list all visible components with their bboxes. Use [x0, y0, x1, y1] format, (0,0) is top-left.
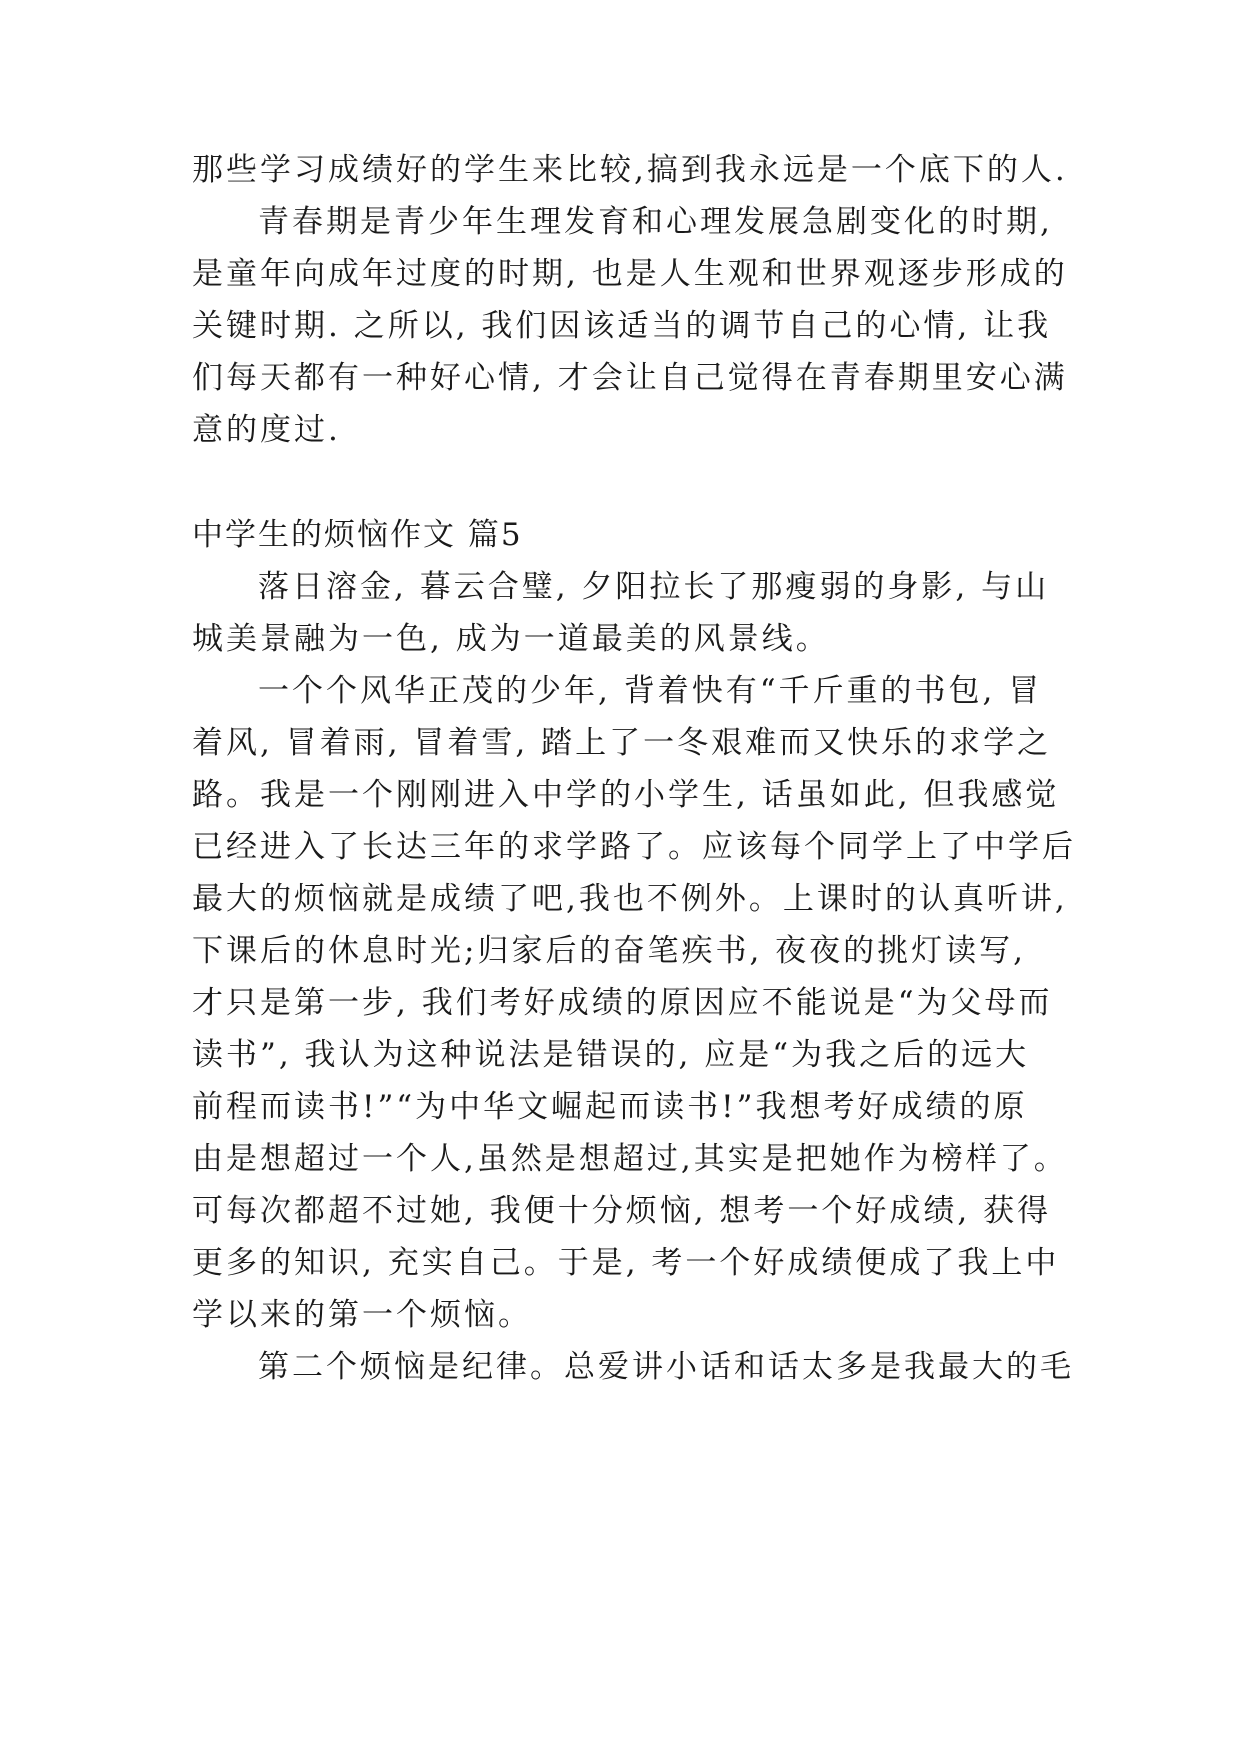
text-line: 才只是第一步, 我们考好成绩的原因应不能说是“为父母而: [192, 985, 1053, 1021]
text-line: 意的度过.: [192, 412, 341, 448]
text-line: 路。我是一个刚刚进入中学的小学生, 话虽如此, 但我感觉: [192, 777, 1060, 813]
text-line: 城美景融为一色, 成为一道最美的风景线。: [192, 621, 830, 657]
text-line: 一个个风华正茂的少年, 背着快有“千斤重的书包, 冒: [258, 673, 1043, 709]
text-line: 最大的烦恼就是成绩了吧,我也不例外。上课时的认真听讲,: [192, 881, 1068, 917]
text-line: 关键时期. 之所以, 我们因该适当的调节自己的心情, 让我: [192, 308, 1052, 344]
text-line: 们每天都有一种好心情, 才会让自己觉得在青春期里安心满: [192, 360, 1068, 396]
text-line: 前程而读书!”“为中华文崛起而读书!”我想考好成绩的原: [192, 1089, 1028, 1125]
text-line: 已经进入了长达三年的求学路了。应该每个同学上了中学后: [192, 829, 1076, 865]
text-line: 是童年向成年过度的时期, 也是人生观和世界观逐步形成的: [192, 256, 1068, 292]
text-line: 第二个烦恼是纪律。总爱讲小话和话太多是我最大的毛: [258, 1349, 1074, 1385]
text-line: 青春期是青少年生理发育和心理发展急剧变化的时期,: [258, 204, 1053, 240]
text-line: 更多的知识, 充实自己。于是, 考一个好成绩便成了我上中: [192, 1245, 1060, 1281]
text-line: 读书”, 我认为这种说法是错误的, 应是“为我之后的远大: [192, 1037, 1030, 1073]
text-line: 那些学习成绩好的学生来比较,搞到我永远是一个底下的人.: [192, 152, 1068, 188]
text-line: 落日溶金, 暮云合璧, 夕阳拉长了那瘦弱的身影, 与山: [258, 569, 1050, 605]
text-line: 可每次都超不过她, 我便十分烦恼, 想考一个好成绩, 获得: [192, 1193, 1052, 1229]
text-line: 学以来的第一个烦恼。: [192, 1297, 532, 1333]
text-line: 下课后的休息时光;归家后的奋笔疾书, 夜夜的挑灯读写,: [192, 933, 1027, 969]
section-heading: 中学生的烦恼作文 篇5: [192, 517, 523, 553]
text-line: 着风, 冒着雨, 冒着雪, 踏上了一冬艰难而又快乐的求学之: [192, 725, 1052, 761]
text-line: 由是想超过一个人,虽然是想超过,其实是把她作为榜样了。: [192, 1141, 1068, 1177]
